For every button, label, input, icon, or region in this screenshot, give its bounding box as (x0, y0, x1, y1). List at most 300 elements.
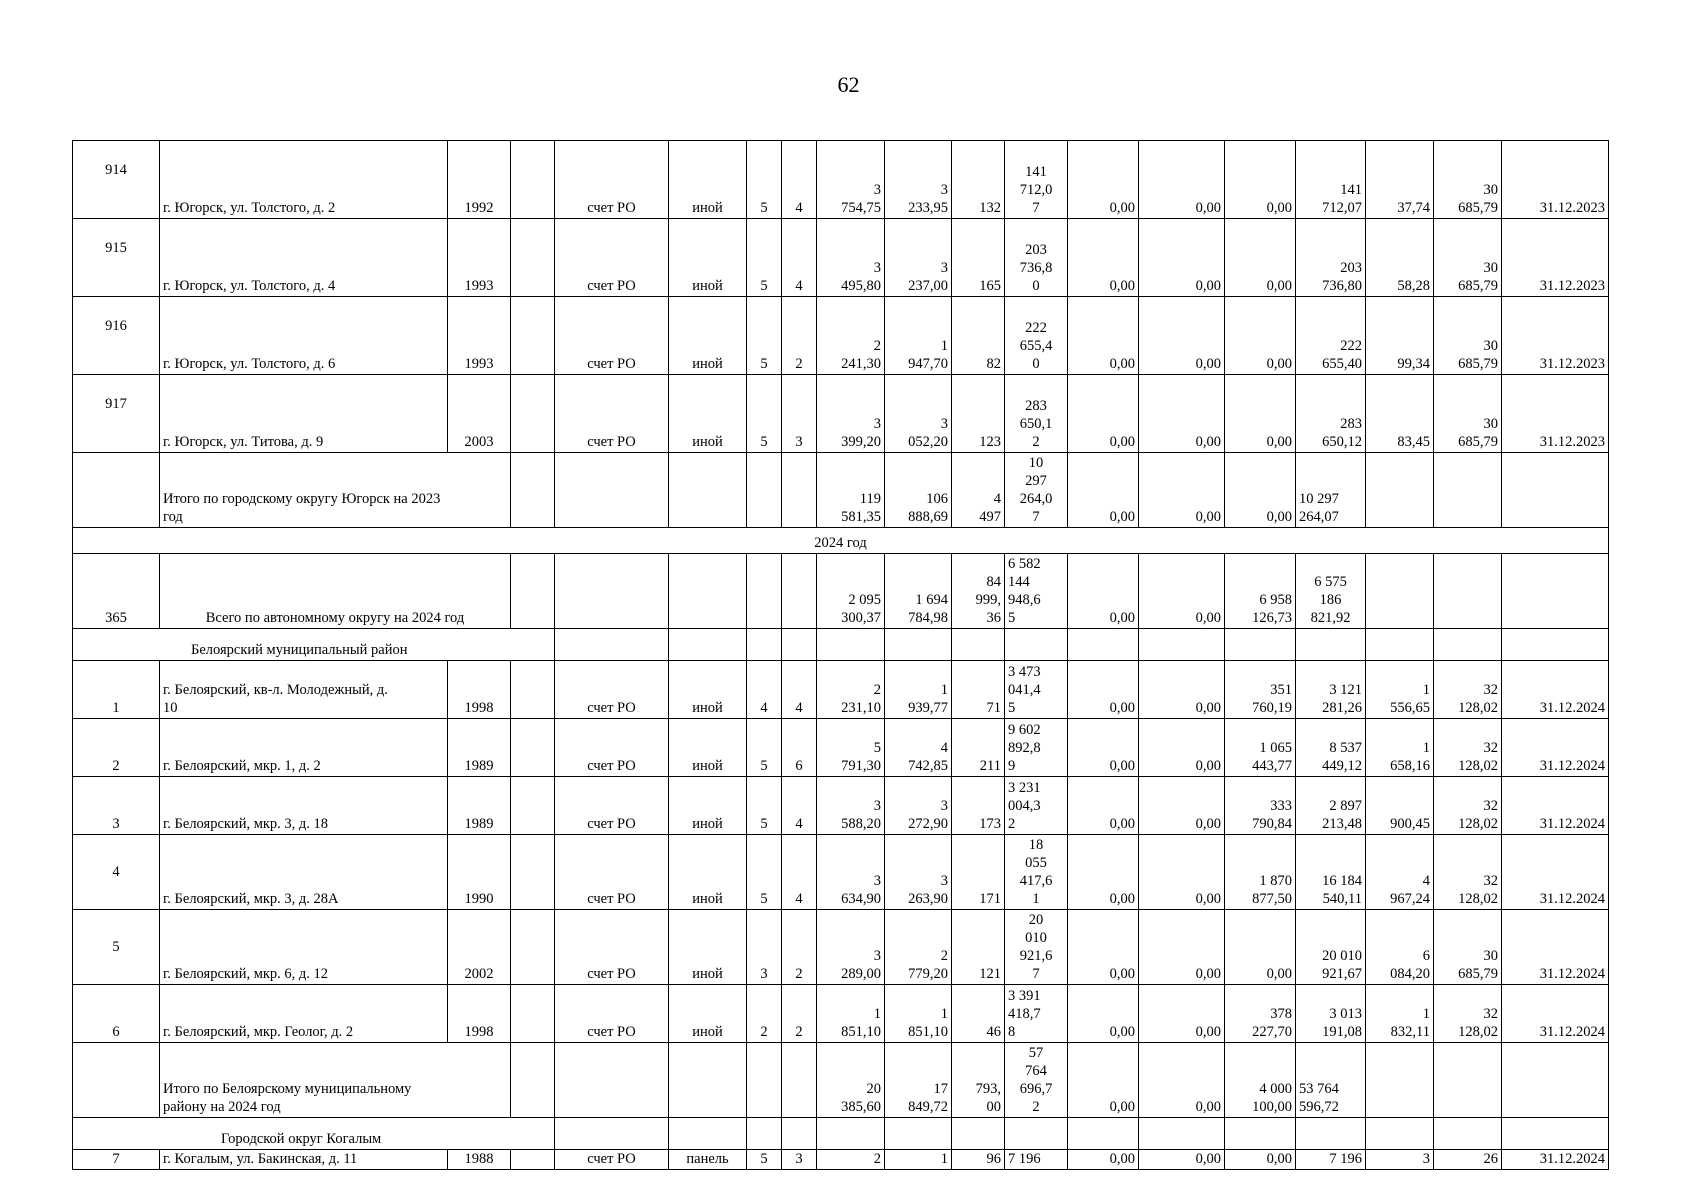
address: г. Белоярский, кв-л. Молодежный, д. 10 (160, 661, 448, 719)
fund-local: 1 065 443,77 (1225, 719, 1296, 777)
living-area: 1 694 784,98 (885, 554, 952, 629)
residents: 4 497 (952, 453, 1005, 528)
wall-material: иной (669, 835, 747, 910)
subtotal-label: Итого по городскому округу Югорск на 2023 год (160, 453, 511, 528)
empty-cell (669, 453, 747, 528)
floors: 5 (747, 219, 782, 297)
fund-local: 0,00 (1225, 219, 1296, 297)
empty-cell (511, 985, 555, 1043)
total-cost: 222 655,4 0 (1005, 297, 1068, 375)
living-area: 17 849,72 (885, 1043, 952, 1118)
row-number: 3 (73, 777, 160, 835)
specific-cost: 900,45 (1366, 777, 1434, 835)
total-area: 3 399,20 (817, 375, 885, 453)
wall-material: иной (669, 910, 747, 985)
fund-regional: 0,00 (1139, 554, 1225, 629)
row-number: 1 (73, 661, 160, 719)
wall-material: панель (669, 1150, 747, 1170)
empty-cell (1434, 453, 1502, 528)
table-row (73, 777, 1609, 835)
wall-material: иной (669, 719, 747, 777)
empty-cell (782, 554, 817, 629)
empty-cell (511, 910, 555, 985)
fund-local: 351 760,19 (1225, 661, 1296, 719)
wall-material: иной (669, 661, 747, 719)
residents: 96 (952, 1150, 1005, 1170)
residents: 132 (952, 141, 1005, 219)
empty-cell (952, 1118, 1005, 1150)
floors: 5 (747, 835, 782, 910)
cost-limit: 30 685,79 (1434, 910, 1502, 985)
total-cost: 3 473 041,4 5 (1005, 661, 1068, 719)
year-built: 1988 (448, 1150, 511, 1170)
total-cost: 57 764 696,7 2 (1005, 1043, 1068, 1118)
cost-limit: 32 128,02 (1434, 719, 1502, 777)
completion-date: 31.12.2023 (1502, 375, 1609, 453)
empty-cell (1225, 629, 1296, 661)
section-row (73, 629, 1609, 661)
empty-cell (1502, 554, 1609, 629)
address: г. Югорск, ул. Толстого, д. 2 (160, 141, 448, 219)
living-area: 1 939,77 (885, 661, 952, 719)
specific-cost: 83,45 (1366, 375, 1434, 453)
year-built: 1989 (448, 719, 511, 777)
subtotal-row (73, 1043, 1609, 1118)
table-row (73, 910, 1609, 985)
total-cost: 18 055 417,6 1 (1005, 835, 1068, 910)
empty-cell (817, 629, 885, 661)
fund-owners: 20 010 921,67 (1296, 910, 1366, 985)
floors: 2 (747, 985, 782, 1043)
empty-cell (73, 453, 160, 528)
total-cost: 10 297 264,0 7 (1005, 453, 1068, 528)
empty-cell (555, 453, 669, 528)
table-row (73, 719, 1609, 777)
fund-federal: 0,00 (1068, 375, 1139, 453)
address: г. Белоярский, мкр. 6, д. 12 (160, 910, 448, 985)
cost-limit: 32 128,02 (1434, 985, 1502, 1043)
specific-cost: 99,34 (1366, 297, 1434, 375)
total-cost: 283 650,1 2 (1005, 375, 1068, 453)
empty-cell (73, 1043, 160, 1118)
entrances: 4 (782, 661, 817, 719)
residents: 71 (952, 661, 1005, 719)
completion-date: 31.12.2024 (1502, 835, 1609, 910)
empty-cell (1225, 1118, 1296, 1150)
empty-cell (1296, 629, 1366, 661)
entrances: 2 (782, 297, 817, 375)
residents: 211 (952, 719, 1005, 777)
fund-regional: 0,00 (1139, 1150, 1225, 1170)
fund-regional: 0,00 (1139, 719, 1225, 777)
fund-local: 0,00 (1225, 910, 1296, 985)
empty-cell (511, 719, 555, 777)
fund-owners: 16 184 540,11 (1296, 835, 1366, 910)
fund-local: 0,00 (1225, 297, 1296, 375)
table-row (73, 375, 1609, 453)
fund-owners: 53 764 596,72 (1296, 1043, 1366, 1118)
fund-regional: 0,00 (1139, 661, 1225, 719)
cost-limit: 32 128,02 (1434, 661, 1502, 719)
empty-cell (555, 1043, 669, 1118)
living-area: 3 052,20 (885, 375, 952, 453)
year-built: 1993 (448, 297, 511, 375)
empty-cell (747, 1118, 782, 1150)
floors: 5 (747, 719, 782, 777)
empty-cell (511, 1150, 555, 1170)
floors: 5 (747, 1150, 782, 1170)
table-row (73, 219, 1609, 297)
entrances: 4 (782, 219, 817, 297)
empty-cell (511, 1043, 555, 1118)
empty-cell (1502, 453, 1609, 528)
wall-material: иной (669, 219, 747, 297)
specific-cost: 6 084,20 (1366, 910, 1434, 985)
fund-method: счет РО (555, 297, 669, 375)
table-row (73, 661, 1609, 719)
floors: 3 (747, 910, 782, 985)
year-built: 1992 (448, 141, 511, 219)
fund-method: счет РО (555, 719, 669, 777)
fund-owners: 141 712,07 (1296, 141, 1366, 219)
total-cost: 20 010 921,6 7 (1005, 910, 1068, 985)
living-area: 3 272,90 (885, 777, 952, 835)
fund-method: счет РО (555, 661, 669, 719)
entrances: 2 (782, 985, 817, 1043)
cost-limit: 30 685,79 (1434, 141, 1502, 219)
residents: 84 999, 36 (952, 554, 1005, 629)
fund-regional: 0,00 (1139, 375, 1225, 453)
specific-cost: 58,28 (1366, 219, 1434, 297)
table-row (73, 985, 1609, 1043)
residents: 46 (952, 985, 1005, 1043)
empty-cell (555, 629, 669, 661)
cost-limit: 32 128,02 (1434, 777, 1502, 835)
empty-cell (511, 453, 555, 528)
residents: 82 (952, 297, 1005, 375)
fund-method: счет РО (555, 219, 669, 297)
fund-owners: 283 650,12 (1296, 375, 1366, 453)
total-area: 20 385,60 (817, 1043, 885, 1118)
fund-federal: 0,00 (1068, 219, 1139, 297)
section-heading: Белоярский муниципальный район (73, 629, 555, 661)
total-area: 2 095 300,37 (817, 554, 885, 629)
entrances: 6 (782, 719, 817, 777)
living-area: 1 851,10 (885, 985, 952, 1043)
floors: 5 (747, 375, 782, 453)
residents: 793, 00 (952, 1043, 1005, 1118)
wall-material: иной (669, 297, 747, 375)
fund-local: 0,00 (1225, 1150, 1296, 1170)
fund-method: счет РО (555, 141, 669, 219)
address: г. Белоярский, мкр. 1, д. 2 (160, 719, 448, 777)
cost-limit: 26 (1434, 1150, 1502, 1170)
total-area: 1 851,10 (817, 985, 885, 1043)
empty-cell (1434, 1118, 1502, 1150)
fund-local: 1 870 877,50 (1225, 835, 1296, 910)
year-built: 1998 (448, 985, 511, 1043)
total-area: 5 791,30 (817, 719, 885, 777)
fund-regional: 0,00 (1139, 141, 1225, 219)
fund-federal: 0,00 (1068, 910, 1139, 985)
fund-federal: 0,00 (1068, 554, 1139, 629)
empty-cell (1366, 1043, 1434, 1118)
address: г. Югорск, ул. Титова, д. 9 (160, 375, 448, 453)
fund-federal: 0,00 (1068, 985, 1139, 1043)
row-number: 5 (73, 910, 160, 985)
specific-cost: 1 658,16 (1366, 719, 1434, 777)
fund-owners: 10 297 264,07 (1296, 453, 1366, 528)
fund-federal: 0,00 (1068, 719, 1139, 777)
grand-total-label: Всего по автономному округу на 2024 год (160, 554, 511, 629)
fund-method: счет РО (555, 835, 669, 910)
fund-local: 0,00 (1225, 375, 1296, 453)
empty-cell (511, 554, 555, 629)
total-area: 119 581,35 (817, 453, 885, 528)
fund-method: счет РО (555, 1150, 669, 1170)
address: г. Югорск, ул. Толстого, д. 6 (160, 297, 448, 375)
empty-cell (1005, 629, 1068, 661)
fund-method: счет РО (555, 985, 669, 1043)
living-area: 3 263,90 (885, 835, 952, 910)
empty-cell (885, 1118, 952, 1150)
cost-limit: 30 685,79 (1434, 375, 1502, 453)
empty-cell (1502, 1118, 1609, 1150)
completion-date: 31.12.2024 (1502, 661, 1609, 719)
residents: 165 (952, 219, 1005, 297)
total-cost: 7 196 (1005, 1150, 1068, 1170)
empty-cell (782, 1118, 817, 1150)
row-number: 2 (73, 719, 160, 777)
completion-date: 31.12.2023 (1502, 141, 1609, 219)
living-area: 1 947,70 (885, 297, 952, 375)
floors: 5 (747, 141, 782, 219)
empty-cell (1366, 629, 1434, 661)
fund-local: 0,00 (1225, 453, 1296, 528)
empty-cell (511, 777, 555, 835)
cost-limit: 30 685,79 (1434, 297, 1502, 375)
living-area: 106 888,69 (885, 453, 952, 528)
section-row (73, 1118, 1609, 1150)
total-cost: 6 582 144 948,6 5 (1005, 554, 1068, 629)
fund-method: счет РО (555, 777, 669, 835)
fund-federal: 0,00 (1068, 835, 1139, 910)
living-area: 3 237,00 (885, 219, 952, 297)
total-cost: 203 736,8 0 (1005, 219, 1068, 297)
fund-owners: 2 897 213,48 (1296, 777, 1366, 835)
fund-local: 333 790,84 (1225, 777, 1296, 835)
residents: 171 (952, 835, 1005, 910)
total-cost: 141 712,0 7 (1005, 141, 1068, 219)
fund-regional: 0,00 (1139, 910, 1225, 985)
empty-cell (555, 1118, 669, 1150)
row-number: 917 (73, 375, 160, 453)
empty-cell (817, 1118, 885, 1150)
fund-local: 378 227,70 (1225, 985, 1296, 1043)
fund-federal: 0,00 (1068, 777, 1139, 835)
year-heading: 2024 год (73, 528, 1609, 554)
year-built: 2003 (448, 375, 511, 453)
entrances: 3 (782, 375, 817, 453)
empty-cell (782, 453, 817, 528)
fund-federal: 0,00 (1068, 453, 1139, 528)
fund-owners: 203 736,80 (1296, 219, 1366, 297)
empty-cell (1502, 1043, 1609, 1118)
completion-date: 31.12.2024 (1502, 1150, 1609, 1170)
subtotal-row (73, 453, 1609, 528)
empty-cell (1366, 453, 1434, 528)
empty-cell (511, 835, 555, 910)
address: г. Белоярский, мкр. 3, д. 28А (160, 835, 448, 910)
grand-total-row (73, 554, 1609, 629)
empty-cell (782, 1043, 817, 1118)
fund-regional: 0,00 (1139, 777, 1225, 835)
completion-date: 31.12.2024 (1502, 985, 1609, 1043)
fund-owners: 3 013 191,08 (1296, 985, 1366, 1043)
floors: 4 (747, 661, 782, 719)
empty-cell (511, 661, 555, 719)
row-number: 914 (73, 141, 160, 219)
specific-cost: 37,74 (1366, 141, 1434, 219)
table-row (73, 835, 1609, 910)
year-built: 2002 (448, 910, 511, 985)
fund-owners: 8 537 449,12 (1296, 719, 1366, 777)
year-built: 1989 (448, 777, 511, 835)
total-area: 2 241,30 (817, 297, 885, 375)
address: г. Белоярский, мкр. Геолог, д. 2 (160, 985, 448, 1043)
fund-owners: 6 575 186 821,92 (1296, 554, 1366, 629)
empty-cell (1068, 1118, 1139, 1150)
fund-regional: 0,00 (1139, 1043, 1225, 1118)
table-row (73, 297, 1609, 375)
wall-material: иной (669, 985, 747, 1043)
empty-cell (511, 297, 555, 375)
floors: 5 (747, 777, 782, 835)
fund-federal: 0,00 (1068, 141, 1139, 219)
wall-material: иной (669, 375, 747, 453)
total-area: 3 634,90 (817, 835, 885, 910)
fund-regional: 0,00 (1139, 835, 1225, 910)
row-number: 7 (73, 1150, 160, 1170)
table-row (73, 141, 1609, 219)
year-header-row (73, 528, 1609, 554)
fund-federal: 0,00 (1068, 1150, 1139, 1170)
empty-cell (1434, 1043, 1502, 1118)
fund-regional: 0,00 (1139, 453, 1225, 528)
empty-cell (669, 1118, 747, 1150)
total-cost: 3 391 418,7 8 (1005, 985, 1068, 1043)
address: г. Белоярский, мкр. 3, д. 18 (160, 777, 448, 835)
empty-cell (555, 554, 669, 629)
fund-federal: 0,00 (1068, 661, 1139, 719)
empty-cell (1139, 1118, 1225, 1150)
empty-cell (747, 554, 782, 629)
residents: 121 (952, 910, 1005, 985)
empty-cell (669, 554, 747, 629)
empty-cell (782, 629, 817, 661)
year-built: 1990 (448, 835, 511, 910)
empty-cell (669, 1043, 747, 1118)
total-area: 2 (817, 1150, 885, 1170)
fund-method: счет РО (555, 375, 669, 453)
empty-cell (511, 219, 555, 297)
year-built: 1998 (448, 661, 511, 719)
specific-cost: 3 (1366, 1150, 1434, 1170)
entrances: 4 (782, 835, 817, 910)
row-number: 365 (73, 554, 160, 629)
address: г. Югорск, ул. Толстого, д. 4 (160, 219, 448, 297)
empty-cell (1366, 1118, 1434, 1150)
address: г. Когалым, ул. Бакинская, д. 11 (160, 1150, 448, 1170)
fund-regional: 0,00 (1139, 219, 1225, 297)
row-number: 6 (73, 985, 160, 1043)
fund-federal: 0,00 (1068, 297, 1139, 375)
year-built: 1993 (448, 219, 511, 297)
empty-cell (511, 141, 555, 219)
completion-date: 31.12.2023 (1502, 219, 1609, 297)
completion-date: 31.12.2024 (1502, 719, 1609, 777)
wall-material: иной (669, 777, 747, 835)
empty-cell (952, 629, 1005, 661)
entrances: 2 (782, 910, 817, 985)
total-cost: 9 602 892,8 9 (1005, 719, 1068, 777)
empty-cell (1434, 629, 1502, 661)
completion-date: 31.12.2024 (1502, 910, 1609, 985)
cost-limit: 32 128,02 (1434, 835, 1502, 910)
empty-cell (747, 453, 782, 528)
capital-repair-table (72, 140, 1609, 1170)
total-area: 3 588,20 (817, 777, 885, 835)
empty-cell (747, 629, 782, 661)
residents: 123 (952, 375, 1005, 453)
empty-cell (1296, 1118, 1366, 1150)
living-area: 2 779,20 (885, 910, 952, 985)
wall-material: иной (669, 141, 747, 219)
total-area: 3 495,80 (817, 219, 885, 297)
fund-regional: 0,00 (1139, 297, 1225, 375)
empty-cell (747, 1043, 782, 1118)
empty-cell (885, 629, 952, 661)
total-area: 3 754,75 (817, 141, 885, 219)
residents: 173 (952, 777, 1005, 835)
floors: 5 (747, 297, 782, 375)
fund-local: 6 958 126,73 (1225, 554, 1296, 629)
fund-owners: 3 121 281,26 (1296, 661, 1366, 719)
entrances: 4 (782, 141, 817, 219)
empty-cell (1068, 629, 1139, 661)
completion-date: 31.12.2024 (1502, 777, 1609, 835)
living-area: 4 742,85 (885, 719, 952, 777)
cost-limit: 30 685,79 (1434, 219, 1502, 297)
row-number: 916 (73, 297, 160, 375)
fund-federal: 0,00 (1068, 1043, 1139, 1118)
completion-date: 31.12.2023 (1502, 297, 1609, 375)
total-area: 2 231,10 (817, 661, 885, 719)
fund-local: 4 000 100,00 (1225, 1043, 1296, 1118)
row-number: 4 (73, 835, 160, 910)
fund-local: 0,00 (1225, 141, 1296, 219)
specific-cost: 1 556,65 (1366, 661, 1434, 719)
section-heading: Городской округ Когалым (73, 1118, 555, 1150)
empty-cell (1366, 554, 1434, 629)
specific-cost: 1 832,11 (1366, 985, 1434, 1043)
fund-owners: 7 196 (1296, 1150, 1366, 1170)
empty-cell (1502, 629, 1609, 661)
living-area: 3 233,95 (885, 141, 952, 219)
empty-cell (511, 375, 555, 453)
empty-cell (1434, 554, 1502, 629)
page-number: 62 (837, 72, 860, 97)
